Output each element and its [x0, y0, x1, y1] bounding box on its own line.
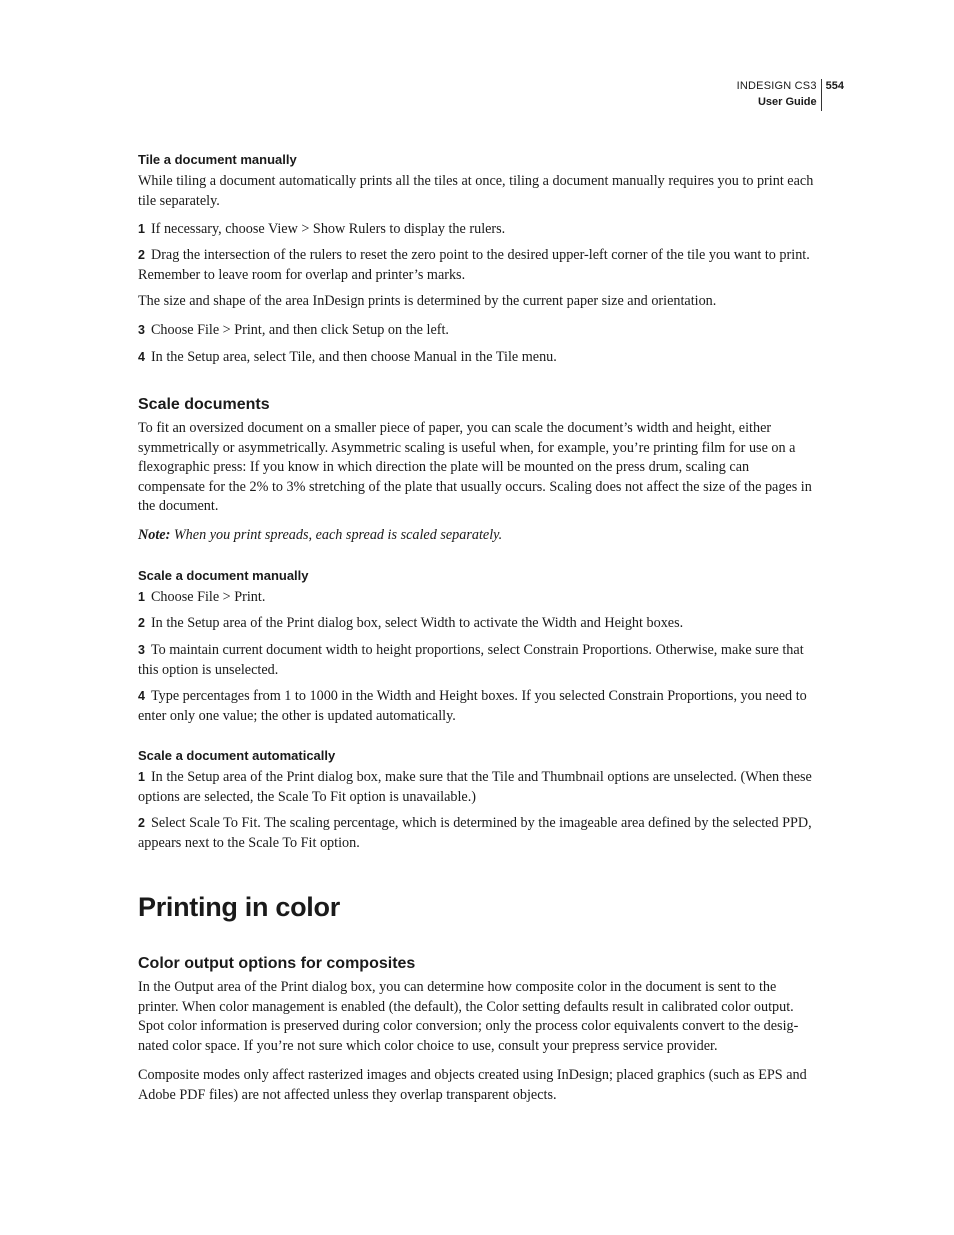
step-text: Type percentages from 1 to 1000 in the Width and Height boxes. If you selected Constrain Proportions, you need to enter only one value; the other is updated automatically. — [138, 688, 807, 724]
scale-documents-para: To fit an oversized document on a smaller piece of paper, you can scale the document’s width and height, either symmetrically or asymmetrically. Asymmetric scaling is useful when, for example, you’re printing film for use on a flexographic press: If you know in which direction the plate will be mounted on the press drum, scaling can compensate for the 2% to 3% stretching of the plate that usually occurs. Scaling does not affect the size of the pages in the document. — [138, 420, 812, 515]
step-item — [138, 768, 818, 807]
step-text: Select Scale To Fit. The scaling percentage, which is determined by the imageable area defined by the selected PPD, appears next to the Scale To Fit option. — [138, 815, 812, 851]
step-number: 1 — [138, 770, 145, 784]
heading-printing-in-color: Printing in color — [138, 892, 340, 922]
step-text: In the Setup area of the Print dialog box, select Width to activate the Width and Height boxes. — [150, 615, 684, 631]
step-number: 2 — [138, 248, 145, 262]
step-text: Choose File > Print, and then click Setup on the left. — [150, 322, 449, 338]
step-item — [138, 588, 818, 608]
heading-scale-manually: Scale a document manually — [138, 568, 309, 583]
step-item — [138, 246, 818, 285]
step-number: 3 — [138, 643, 145, 657]
step-text: To maintain current document width to height proportions, select Constrain Proportions. Otherwise, make sure that this option is unselected. — [138, 642, 804, 678]
step-number: 2 — [138, 816, 145, 830]
running-header — [737, 79, 844, 111]
step-item — [138, 641, 818, 680]
step-number: 3 — [138, 323, 145, 337]
step-number: 1 — [138, 222, 145, 236]
step-item — [138, 814, 818, 853]
step-text: Drag the intersection of the rulers to reset the zero point to the desired upper-left corner of the tile you want to print. Remember to leave room for overlap and printer’s marks. — [138, 247, 810, 283]
heading-tile-manually: Tile a document manually — [138, 152, 297, 167]
step-text: Choose File > Print. — [150, 589, 266, 605]
step-text: If necessary, choose View > Show Rulers to display the rulers. — [150, 221, 506, 237]
step-number: 1 — [138, 590, 145, 604]
tile-manual-mid-para: The size and shape of the area InDesign prints is determined by the current paper size and orientation. — [138, 293, 717, 309]
step-number: 2 — [138, 616, 145, 630]
heading-scale-automatically: Scale a document automatically — [138, 748, 336, 763]
step-item — [138, 614, 818, 634]
scale-documents-note — [138, 526, 818, 546]
guide-name: User Guide — [757, 96, 817, 108]
step-number: 4 — [138, 689, 145, 703]
color-output-para-2: Composite modes only affect rasterized images and objects created using InDesign; placed graphics (such as EPS and Adobe PDF files) are not affected unless they overlap transparent objects. — [138, 1067, 807, 1103]
step-item — [138, 687, 818, 726]
heading-color-output: Color output options for composites — [138, 955, 416, 972]
page-number: 554 — [825, 80, 844, 92]
step-number: 4 — [138, 350, 145, 364]
header-titles — [737, 79, 822, 111]
step-item — [138, 321, 818, 341]
step-text: In the Setup area, select Tile, and then choose Manual in the Tile menu. — [150, 349, 557, 365]
heading-scale-documents: Scale documents — [138, 396, 270, 413]
step-text: In the Setup area of the Print dialog box, make sure that the Tile and Thumbnail options are unselected. (When these options are selected, the Scale To Fit option is unavailable.) — [138, 769, 812, 805]
product-name: INDESIGN CS3 — [736, 80, 817, 92]
note-label: Note: — [138, 527, 171, 543]
tile-manual-intro: While tiling a document automatically prints all the tiles at once, tiling a document manually requires you to print each tile separately. — [138, 173, 814, 209]
note-text: When you print spreads, each spread is scaled separately. — [173, 527, 503, 543]
color-output-para-1: In the Output area of the Print dialog box, you can determine how composite color in the document is sent to the printer. When color management is enabled (the default), the Color setting defaults result in calibrated color output. Spot color information is preserved during color conversion; only the process color equivalents convert to the desig-nated color space. If you’re not sure which color choice to use, consult your prepress service provider. — [138, 979, 799, 1054]
step-item — [138, 348, 818, 368]
step-item — [138, 220, 818, 240]
